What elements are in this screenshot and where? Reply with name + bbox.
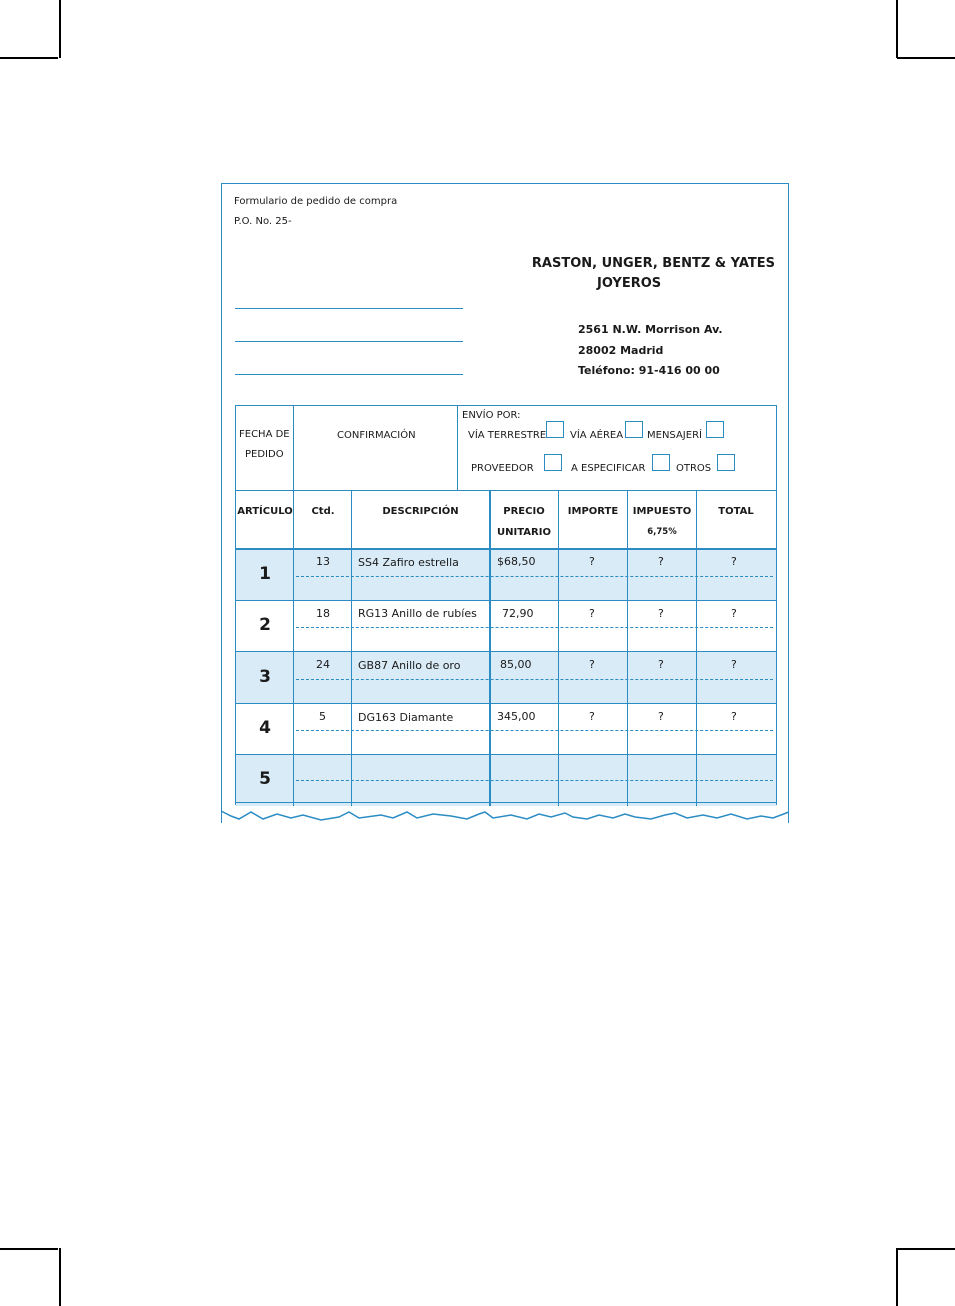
header-divider (236, 490, 776, 491)
otros-label: OTROS (676, 463, 712, 474)
row-importe: ? (589, 658, 595, 671)
col-header-ctd: Ctd. (311, 506, 335, 517)
row-divider-1 (236, 600, 776, 601)
row-importe: ? (589, 555, 595, 568)
row-number: 2 (259, 615, 271, 635)
row-qty: 5 (319, 710, 326, 723)
row-total: ? (731, 658, 737, 671)
vline-confirmacion (457, 406, 458, 490)
company-city: 28002 Madrid (578, 344, 664, 357)
via-terrestre-checkbox[interactable] (546, 421, 564, 438)
address-line-3[interactable] (235, 374, 463, 375)
row-description: DG163 Diamante (358, 711, 454, 724)
row-price: $68,50 (497, 555, 536, 568)
row-description: RG13 Anillo de rubíes (358, 607, 477, 620)
fecha-label-1: FECHA DE (239, 429, 290, 440)
crop-mark-top-right-h (897, 57, 955, 59)
company-address: 2561 N.W. Morrison Av. (578, 323, 723, 336)
col-header-total: TOTAL (718, 506, 754, 517)
a-especificar-checkbox[interactable] (652, 454, 670, 471)
address-line-1[interactable] (235, 308, 463, 309)
company-subtitle: JOYEROS (597, 276, 662, 291)
row-total: ? (731, 710, 737, 723)
row-number: 1 (259, 564, 271, 584)
dashed-line-4 (296, 730, 773, 731)
dashed-line-1 (296, 576, 773, 577)
row-divider-4 (236, 754, 776, 755)
crop-mark-top-right-v (896, 0, 898, 58)
row-total: ? (731, 555, 737, 568)
crop-mark-bottom-left-h (0, 1248, 58, 1250)
mensajeria-label: MENSAJERÍ (647, 430, 702, 441)
row-impuesto: ? (658, 710, 664, 723)
fecha-label-2: PEDIDO (245, 449, 284, 460)
row-total: ? (731, 607, 737, 620)
row-qty: 24 (316, 658, 330, 671)
address-line-2[interactable] (235, 341, 463, 342)
form-title: Formulario de pedido de compra (234, 196, 398, 207)
row-impuesto: ? (658, 555, 664, 568)
otros-checkbox[interactable] (717, 454, 735, 471)
row-importe: ? (589, 710, 595, 723)
confirmacion-label: CONFIRMACIÓN (337, 430, 416, 441)
proveedor-label: PROVEEDOR (471, 463, 534, 474)
purchase-order-form (221, 183, 789, 823)
a-especificar-label: A ESPECIFICAR (571, 463, 646, 474)
crop-mark-bottom-right-h (897, 1248, 955, 1250)
vline-articulo (293, 490, 294, 806)
dashed-line-2 (296, 627, 773, 628)
row-divider-5 (236, 802, 776, 803)
row-number: 4 (259, 718, 271, 738)
row-impuesto: ? (658, 658, 664, 671)
via-aerea-label: VÍA AÉREA (570, 430, 624, 441)
row-divider-2 (236, 651, 776, 652)
crop-mark-bottom-right-v (896, 1248, 898, 1306)
row-qty: 18 (316, 607, 330, 620)
col-header-articulo: ARTÍCULO (237, 506, 293, 517)
col-header-impuesto-rate: 6,75% (647, 527, 677, 537)
row-divider-3 (236, 703, 776, 704)
row-price: 345,00 (497, 710, 536, 723)
col-header-precio-1: PRECIO (503, 506, 545, 517)
vline-fecha (293, 406, 294, 490)
order-table (235, 405, 777, 805)
via-aerea-checkbox[interactable] (625, 421, 643, 438)
crop-mark-top-left-h (0, 57, 58, 59)
row-number: 3 (259, 667, 271, 687)
col-header-importe: IMPORTE (567, 506, 619, 517)
dashed-line-5 (296, 780, 773, 781)
mensajeria-checkbox[interactable] (706, 421, 724, 438)
row-importe: ? (589, 607, 595, 620)
col-header-precio-2: UNITARIO (497, 527, 551, 538)
po-number: P.O. No. 25- (234, 216, 292, 227)
crop-mark-top-left-v (59, 0, 61, 58)
via-terrestre-label: VÍA TERRESTRE (468, 430, 547, 441)
dashed-line-3 (296, 679, 773, 680)
vline-importe (627, 490, 628, 806)
vline-impuesto (696, 490, 697, 806)
company-phone: Teléfono: 91-416 00 00 (578, 364, 720, 377)
envio-label: ENVÍO POR: (462, 410, 521, 421)
company-name: RASTON, UNGER, BENTZ & YATES (531, 256, 775, 271)
col-header-descripcion: DESCRIPCIÓN (382, 506, 459, 517)
row-price: 72,90 (502, 607, 534, 620)
vline-precio (558, 490, 559, 806)
row-description: GB87 Anillo de oro (358, 659, 461, 672)
column-header-divider (236, 548, 776, 550)
row-description: SS4 Zafiro estrella (358, 556, 459, 569)
proveedor-checkbox[interactable] (544, 454, 562, 471)
row-price: 85,00 (500, 658, 532, 671)
row-qty: 13 (316, 555, 330, 568)
torn-edge (221, 810, 789, 824)
col-header-impuesto: IMPUESTO (632, 506, 692, 517)
crop-mark-bottom-left-v (59, 1248, 61, 1306)
vline-ctd (351, 490, 352, 806)
row-impuesto: ? (658, 607, 664, 620)
row-number: 5 (259, 769, 271, 789)
